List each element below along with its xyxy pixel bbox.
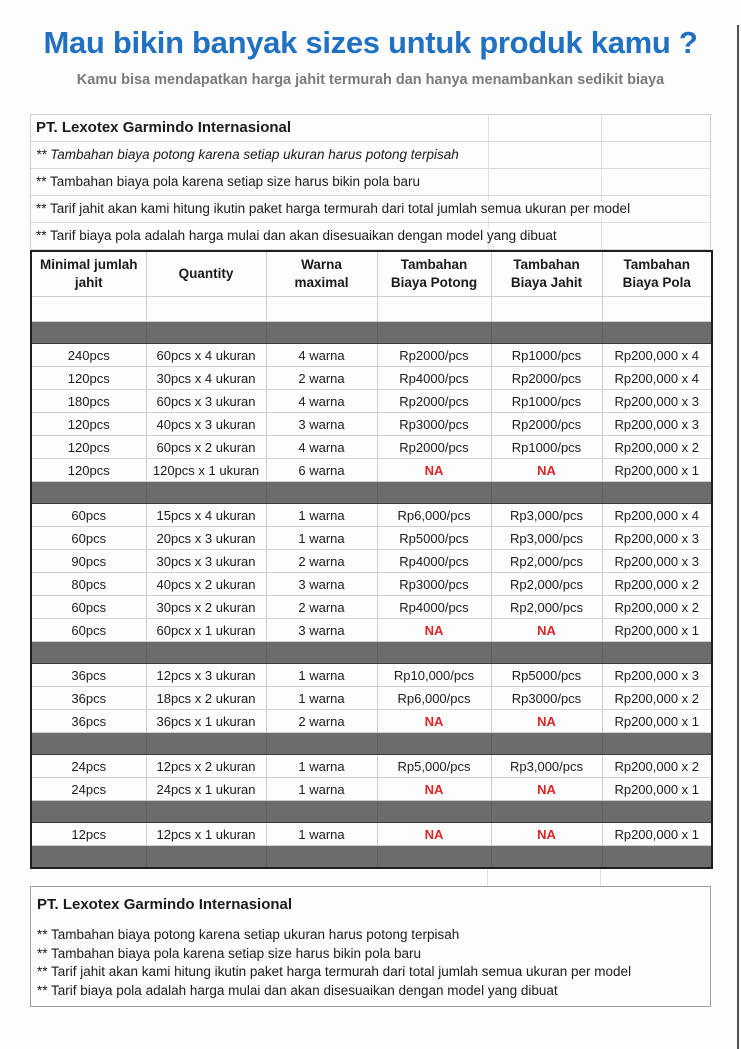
- spacer-cell: [602, 297, 712, 322]
- column-header: Warna maximal: [266, 251, 377, 297]
- cell: Rp200,000 x 1: [602, 459, 712, 482]
- spacer-cell: [31, 297, 146, 322]
- divider-cell: [377, 846, 491, 869]
- cell: Rp3,000/pcs: [491, 527, 602, 550]
- divider-cell: [377, 733, 491, 755]
- cell: 60pcs x 4 ukuran: [146, 344, 266, 367]
- table-row: [31, 367, 712, 390]
- note-line: ** Tambahan biaya potong karena setiap ukuran harus potong terpisah: [31, 142, 710, 169]
- cell: 40pcs x 3 ukuran: [146, 413, 266, 436]
- cell: 1 warna: [266, 664, 377, 687]
- cell: 15pcs x 4 ukuran: [146, 504, 266, 527]
- divider-cell: [146, 846, 266, 869]
- cell: NA: [377, 823, 491, 846]
- cell: Rp2000/pcs: [491, 367, 602, 390]
- cell: 1 warna: [266, 687, 377, 710]
- footer-notes-block: [30, 886, 711, 1007]
- cell: Rp10,000/pcs: [377, 664, 491, 687]
- cell: 12pcs x 1 ukuran: [146, 823, 266, 846]
- company-name: PT. Lexotex Garmindo Internasional: [37, 896, 293, 913]
- cell: Rp2000/pcs: [491, 413, 602, 436]
- divider-row: [31, 482, 712, 504]
- table-row: [31, 344, 712, 367]
- cell: Rp200,000 x 3: [602, 527, 712, 550]
- divider-cell: [602, 846, 712, 869]
- cell: 60pcs x 2 ukuran: [146, 436, 266, 459]
- cell: Rp3000/pcs: [491, 687, 602, 710]
- cell: 60pcs: [31, 527, 146, 550]
- table-row: [31, 823, 712, 846]
- cell: Rp200,000 x 4: [602, 504, 712, 527]
- cell: 12pcs x 2 ukuran: [146, 755, 266, 778]
- note-line: ** Tambahan biaya pola karena setiap size harus bikin pola baru: [31, 169, 710, 196]
- divider-cell: [266, 733, 377, 755]
- cell: 2 warna: [266, 596, 377, 619]
- note-line: ** Tarif biaya pola adalah harga mulai dan akan disesuaikan dengan model yang dibuat: [31, 223, 710, 250]
- cell: 60pcs x 3 ukuran: [146, 390, 266, 413]
- note-line: ** Tambahan biaya potong karena setiap ukuran harus potong terpisah: [37, 927, 460, 942]
- note-line: ** Tarif biaya pola adalah harga mulai dan akan disesuaikan dengan model yang dibuat: [37, 982, 558, 998]
- page-right-edge-line: [737, 25, 739, 1049]
- divider-cell: [266, 846, 377, 869]
- table-row: [31, 778, 712, 801]
- grid-line: [487, 869, 488, 886]
- cell: 30pcs x 4 ukuran: [146, 367, 266, 390]
- table-row: [31, 459, 712, 482]
- cell: Rp200,000 x 1: [602, 619, 712, 642]
- divider-cell: [31, 642, 146, 664]
- cell: 6 warna: [266, 459, 377, 482]
- table-row: [31, 573, 712, 596]
- cell: Rp2,000/pcs: [491, 550, 602, 573]
- divider-cell: [31, 482, 146, 504]
- page-subtitle: Kamu bisa mendapatkan harga jahit termurah dan hanya menambankan sedikit biaya: [76, 72, 665, 88]
- table-row: [31, 504, 712, 527]
- cell: 24pcs: [31, 778, 146, 801]
- cell: Rp5000/pcs: [377, 527, 491, 550]
- cell: Rp3000/pcs: [377, 413, 491, 436]
- divider-cell: [491, 801, 602, 823]
- grid-gap-row: [30, 869, 711, 886]
- divider-row: [31, 846, 712, 869]
- divider-cell: [491, 733, 602, 755]
- cell: NA: [491, 710, 602, 733]
- cell: Rp2,000/pcs: [491, 596, 602, 619]
- divider-cell: [31, 846, 146, 869]
- table-row: [31, 527, 712, 550]
- cell: 3 warna: [266, 573, 377, 596]
- cell: Rp1000/pcs: [491, 390, 602, 413]
- divider-cell: [377, 482, 491, 504]
- cell: 30pcs x 2 ukuran: [146, 596, 266, 619]
- cell: Rp2,000/pcs: [491, 573, 602, 596]
- cell: Rp200,000 x 2: [602, 573, 712, 596]
- pricing-table: [30, 250, 713, 869]
- cell: 30pcs x 3 ukuran: [146, 550, 266, 573]
- cell: Rp5,000/pcs: [377, 755, 491, 778]
- table-row: [31, 619, 712, 642]
- cell: 60pcs: [31, 596, 146, 619]
- company-name: PT. Lexotex Garmindo Internasional: [31, 115, 710, 142]
- divider-cell: [602, 642, 712, 664]
- cell: Rp3,000/pcs: [491, 755, 602, 778]
- divider-cell: [491, 322, 602, 344]
- table-row: [31, 550, 712, 573]
- cell: 180pcs: [31, 390, 146, 413]
- table-row: [31, 755, 712, 778]
- cell: Rp6,000/pcs: [377, 504, 491, 527]
- cell: 18pcs x 2 ukuran: [146, 687, 266, 710]
- header-notes-block: [30, 114, 711, 250]
- cell: Rp1000/pcs: [491, 344, 602, 367]
- cell: NA: [491, 619, 602, 642]
- cell: Rp2000/pcs: [377, 436, 491, 459]
- cell: Rp5000/pcs: [491, 664, 602, 687]
- cell: Rp200,000 x 1: [602, 710, 712, 733]
- cell: Rp200,000 x 2: [602, 687, 712, 710]
- divider-cell: [31, 733, 146, 755]
- note-line: ** Tarif jahit akan kami hitung ikutin paket harga termurah dari total jumlah semua ukuran per model: [31, 196, 710, 223]
- divider-row: [31, 733, 712, 755]
- cell: 120pcs: [31, 413, 146, 436]
- cell: Rp200,000 x 1: [602, 823, 712, 846]
- divider-cell: [266, 642, 377, 664]
- table-row: [31, 390, 712, 413]
- cell: 2 warna: [266, 550, 377, 573]
- cell: 1 warna: [266, 778, 377, 801]
- table-row: [31, 710, 712, 733]
- table-row: [31, 436, 712, 459]
- cell: 1 warna: [266, 504, 377, 527]
- cell: Rp200,000 x 3: [602, 664, 712, 687]
- sheet-content: [30, 114, 711, 1007]
- spacer-cell: [377, 297, 491, 322]
- cell: NA: [377, 710, 491, 733]
- spacer-cell: [146, 297, 266, 322]
- divider-cell: [602, 322, 712, 344]
- cell: Rp6,000/pcs: [377, 687, 491, 710]
- cell: 240pcs: [31, 344, 146, 367]
- cell: Rp200,000 x 4: [602, 367, 712, 390]
- divider-cell: [146, 642, 266, 664]
- cell: 12pcs: [31, 823, 146, 846]
- cell: Rp4000/pcs: [377, 596, 491, 619]
- cell: 12pcs x 3 ukuran: [146, 664, 266, 687]
- cell: 36pcs: [31, 664, 146, 687]
- cell: Rp2000/pcs: [377, 390, 491, 413]
- cell: 60pcs: [31, 619, 146, 642]
- header-row: [31, 251, 712, 297]
- cell: Rp200,000 x 2: [602, 755, 712, 778]
- cell: 120pcs: [31, 436, 146, 459]
- divider-cell: [377, 801, 491, 823]
- note-line: ** Tambahan biaya pola karena setiap size harus bikin pola baru: [37, 945, 421, 961]
- cell: Rp200,000 x 3: [602, 390, 712, 413]
- cell: Rp200,000 x 2: [602, 436, 712, 459]
- page-title: Mau bikin banyak sizes untuk produk kamu ?: [43, 25, 698, 60]
- cell: Rp200,000 x 4: [602, 344, 712, 367]
- cell: Rp3,000/pcs: [491, 504, 602, 527]
- spacer-cell: [491, 297, 602, 322]
- cell: Rp2000/pcs: [377, 344, 491, 367]
- cell: 36pcs x 1 ukuran: [146, 710, 266, 733]
- divider-cell: [31, 322, 146, 344]
- column-header: Tambahan Biaya Pola: [602, 251, 712, 297]
- cell: 4 warna: [266, 344, 377, 367]
- cell: Rp200,000 x 1: [602, 778, 712, 801]
- column-header: Quantity: [146, 251, 266, 297]
- divider-cell: [491, 482, 602, 504]
- divider-cell: [491, 642, 602, 664]
- divider-row: [31, 322, 712, 344]
- cell: 3 warna: [266, 619, 377, 642]
- cell: 60pcx x 1 ukuran: [146, 619, 266, 642]
- divider-row: [31, 801, 712, 823]
- cell: Rp4000/pcs: [377, 550, 491, 573]
- grid-line: [600, 869, 601, 886]
- spacer-row: [31, 297, 712, 322]
- divider-cell: [377, 642, 491, 664]
- cell: Rp200,000 x 3: [602, 550, 712, 573]
- column-header: Minimal jumlah jahit: [31, 251, 146, 297]
- cell: NA: [491, 459, 602, 482]
- spacer: [37, 914, 704, 926]
- cell: Rp200,000 x 2: [602, 596, 712, 619]
- divider-cell: [146, 733, 266, 755]
- cell: Rp3000/pcs: [377, 573, 491, 596]
- cell: 24pcs x 1 ukuran: [146, 778, 266, 801]
- cell: 2 warna: [266, 710, 377, 733]
- cell: Rp200,000 x 3: [602, 413, 712, 436]
- divider-row: [31, 642, 712, 664]
- divider-cell: [266, 801, 377, 823]
- table-row: [31, 664, 712, 687]
- cell: 40pcs x 2 ukuran: [146, 573, 266, 596]
- divider-cell: [146, 801, 266, 823]
- divider-cell: [146, 482, 266, 504]
- column-header: Tambahan Biaya Potong: [377, 251, 491, 297]
- cell: 3 warna: [266, 413, 377, 436]
- divider-cell: [266, 482, 377, 504]
- pricing-table-header: [31, 251, 712, 297]
- cell: 1 warna: [266, 823, 377, 846]
- cell: NA: [377, 778, 491, 801]
- divider-cell: [377, 322, 491, 344]
- cell: 120pcs x 1 ukuran: [146, 459, 266, 482]
- divider-cell: [146, 322, 266, 344]
- cell: 1 warna: [266, 755, 377, 778]
- spacer-cell: [266, 297, 377, 322]
- cell: 4 warna: [266, 436, 377, 459]
- cell: 2 warna: [266, 367, 377, 390]
- divider-cell: [491, 846, 602, 869]
- cell: 24pcs: [31, 755, 146, 778]
- cell: 80pcs: [31, 573, 146, 596]
- cell: Rp4000/pcs: [377, 367, 491, 390]
- table-row: [31, 687, 712, 710]
- cell: 20pcs x 3 ukuran: [146, 527, 266, 550]
- cell: 1 warna: [266, 527, 377, 550]
- cell: 120pcs: [31, 459, 146, 482]
- cell: 36pcs: [31, 687, 146, 710]
- cell: Rp1000/pcs: [491, 436, 602, 459]
- divider-cell: [602, 482, 712, 504]
- table-row: [31, 596, 712, 619]
- note-line: ** Tarif jahit akan kami hitung ikutin paket harga termurah dari total jumlah semua ukuran per model: [37, 964, 632, 979]
- cell: NA: [491, 778, 602, 801]
- cell: NA: [491, 823, 602, 846]
- divider-cell: [602, 733, 712, 755]
- cell: 4 warna: [266, 390, 377, 413]
- cell: 60pcs: [31, 504, 146, 527]
- cell: NA: [377, 619, 491, 642]
- column-header: Tambahan Biaya Jahit: [491, 251, 602, 297]
- divider-cell: [602, 801, 712, 823]
- cell: 120pcs: [31, 367, 146, 390]
- table-row: [31, 413, 712, 436]
- divider-cell: [266, 322, 377, 344]
- divider-cell: [31, 801, 146, 823]
- cell: 90pcs: [31, 550, 146, 573]
- cell: NA: [377, 459, 491, 482]
- cell: 36pcs: [31, 710, 146, 733]
